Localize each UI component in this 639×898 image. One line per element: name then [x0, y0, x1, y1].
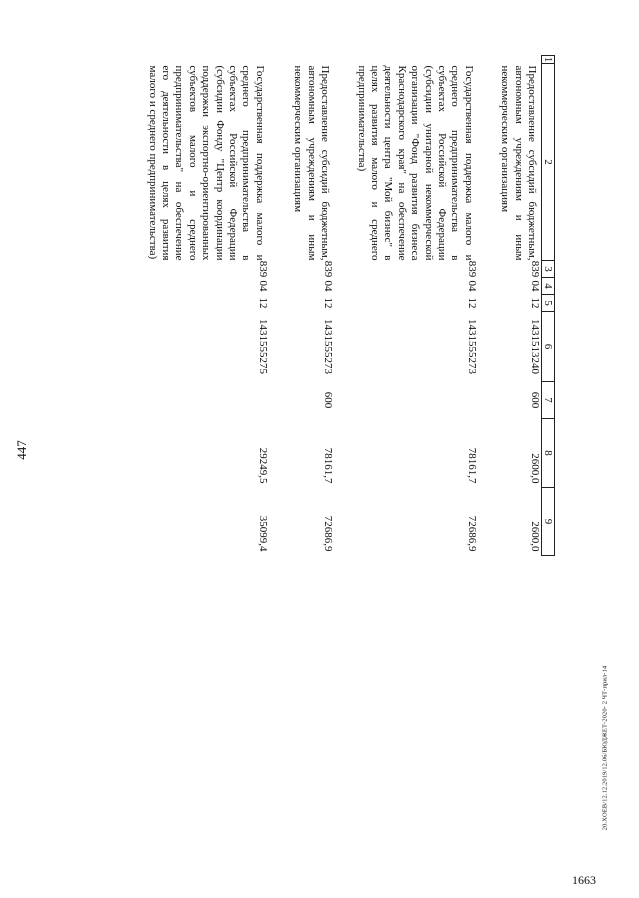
col-header-3: 3 — [542, 261, 555, 278]
row-description: Государственная поддержка малого и среднего предпринимательства в субъектах Российской Федерации (субсидии Фонду "Центр координации поддержки экспортно-ориентированных субъектов малого и среднего предпринимательства" на обеспечение его деятельности в целях развития малого и среднего предпринимательства) — [146, 65, 266, 261]
cell-ministry-code: 839 — [465, 260, 478, 278]
cell-amount-col9: 2600,0 — [529, 521, 541, 552]
cell-target-article: 1431513240 — [529, 319, 541, 374]
table-header-row — [542, 56, 555, 556]
col-header-9: 9 — [542, 488, 555, 556]
document-code-note: 20.XOЕВ/12.12.2019/12.06/БЮДЖЕТ-2020- 2 ЧТ-прил-14 — [601, 665, 609, 831]
sheet-number: 1663 — [572, 873, 596, 887]
cell-section: 04 — [322, 280, 335, 292]
cell-amount-col8: 2600,0 — [529, 453, 541, 484]
col-header-8: 8 — [542, 419, 555, 488]
table-row — [145, 56, 269, 556]
cell-target-article: 1431555275 — [256, 319, 269, 374]
cell-target-article: 1431555273 — [322, 319, 335, 374]
cell-section: 04 — [465, 280, 478, 292]
page-number: 447 — [14, 440, 29, 460]
cell-ministry-code: 839 — [322, 260, 335, 278]
col-header-5: 5 — [542, 295, 555, 312]
cell-amount-col8: 78161,7 — [322, 447, 335, 484]
row-description: Предоставление субсидий бюджетным, автономным учреждениям и иным некоммерческим организациям — [292, 65, 332, 261]
col-header-2: 2 — [542, 64, 555, 261]
table-row — [291, 56, 334, 556]
cell-amount-col9: 72686,9 — [465, 515, 478, 552]
cell-expense-type — [354, 382, 478, 419]
cell-expense-type: 600 — [322, 391, 335, 409]
table-row — [498, 56, 542, 556]
cell-expense-type: 600 — [529, 391, 541, 409]
col-header-6: 6 — [542, 312, 555, 382]
cell-amount-col8: 78161,7 — [465, 447, 478, 484]
cell-subsection: 12 — [529, 297, 541, 309]
cell-ministry-code: 839 — [256, 260, 269, 278]
cell-subsection: 12 — [465, 297, 478, 309]
cell-target-article: 1431555273 — [465, 319, 478, 374]
cell-section: 04 — [529, 280, 541, 292]
table-row — [354, 56, 478, 556]
cell-expense-type — [145, 382, 269, 419]
col-header-7: 7 — [542, 382, 555, 419]
cell-amount-col9: 35099,4 — [256, 515, 269, 552]
col-header-1: 1 — [542, 56, 554, 63]
cell-section: 04 — [256, 280, 269, 292]
cell-ministry-code: 839 — [529, 260, 541, 278]
cell-amount-col8: 29249,5 — [256, 447, 269, 484]
row-description: Предоставление субсидий бюджетным, автономным учреждениям и иным некоммерческим организациям — [499, 65, 538, 261]
col-header-4: 4 — [542, 278, 555, 295]
cell-subsection: 12 — [256, 297, 269, 309]
rotated-table-container — [130, 55, 555, 555]
budget-table — [145, 55, 555, 556]
row-description: Государственная поддержка малого и среднего предпринимательства в субъектах Российской Федерации (субсидии унитарной некоммерческой организации "Фонд развития бизнеса Краснодарского края" на обеспечение деятельности центра "Мой бизнес" в целях развития малого и среднего предпринимательства) — [355, 65, 475, 261]
cell-amount-col9: 72686,9 — [322, 515, 335, 552]
cell-subsection: 12 — [322, 297, 335, 309]
